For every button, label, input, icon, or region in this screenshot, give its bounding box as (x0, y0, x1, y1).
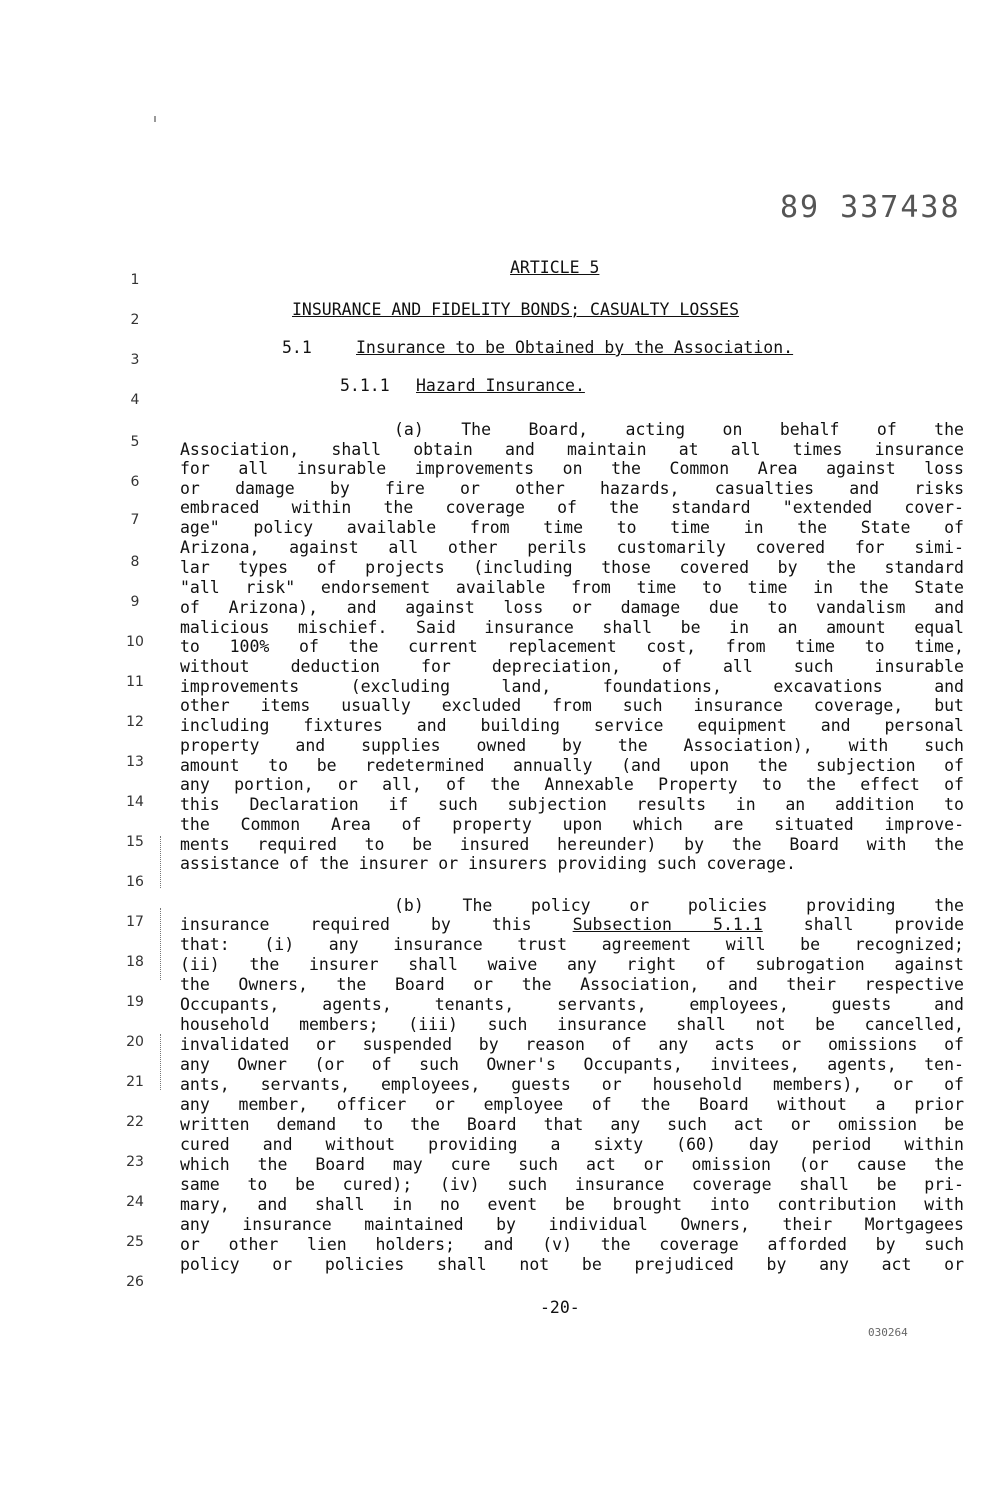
line-number: 24 (126, 1194, 144, 1210)
paragraph-a-line: this Declaration if such subjection results in an addition to (180, 795, 964, 814)
footer-code: 030264 (868, 1326, 908, 1339)
paragraph-a-line: any portion, or all, of the Annexable Property to the effect of (180, 775, 964, 794)
subsubsection-title: Hazard Insurance. (416, 376, 585, 395)
paragraph-b-line: which the Board may cure such act or omission (or cause the (180, 1155, 964, 1174)
subsubsection-number: 5.1.1 (340, 376, 390, 395)
line-number: 1 (130, 272, 140, 288)
paragraph-b-line: ants, servants, employees, guests or household members), or of (180, 1075, 964, 1094)
line-number: 26 (126, 1274, 144, 1290)
section-title: INSURANCE AND FIDELITY BONDS; CASUALTY LOSSES (292, 300, 740, 319)
line-number: 21 (126, 1074, 144, 1090)
margin-rule (160, 836, 161, 888)
paragraph-a-line: Arizona, against all other perils customarily covered for simi- (180, 538, 964, 557)
line-number: 19 (126, 994, 144, 1010)
paragraph-b-line: any Owner (or of such Owner's Occupants, invitees, agents, ten- (180, 1055, 964, 1074)
paragraph-a-line: without deduction for depreciation, of all such insurable (180, 657, 964, 676)
paragraph-a-line: embraced within the coverage of the standard "extended cover- (180, 498, 964, 517)
paragraph-b-line: (b) The policy or policies providing the (394, 896, 964, 915)
paragraph-a-line: other items usually excluded from such insurance coverage, but (180, 696, 964, 715)
subsection-reference: Subsection 5.1.1 (572, 915, 763, 934)
paragraph-a-line: ments required to be insured hereunder) by the Board with the (180, 835, 964, 854)
line-number: 22 (126, 1114, 144, 1130)
line-number: 18 (126, 954, 144, 970)
paragraph-b-line: household members; (iii) such insurance shall not be cancelled, (180, 1015, 964, 1034)
line-number: 25 (126, 1234, 144, 1250)
paragraph-b-line: written demand to the Board that any such act or omission be (180, 1115, 964, 1134)
line-number: 10 (126, 634, 144, 650)
paragraph-a-line: assistance of the insurer or insurers providing such coverage. (180, 854, 796, 873)
paragraph-b-text: shall provide (762, 915, 965, 934)
line-number: 14 (126, 794, 144, 810)
paragraph-b-line: Occupants, agents, tenants, servants, employees, guests and (180, 995, 964, 1014)
paragraph-a-line: including fixtures and building service equipment and personal (180, 716, 964, 735)
paragraph-b-line: cured and without providing a sixty (60) day period within (180, 1135, 964, 1154)
paragraph-a-line: "all risk" endorsement available from time to time in the State (180, 578, 964, 597)
paragraph-b-text: insurance required by this (180, 915, 573, 934)
paragraph-a-line: property and supplies owned by the Association), with such (180, 736, 964, 755)
subsection-number: 5.1 (282, 338, 312, 357)
paragraph-b-line: policy or policies shall not be prejudiced by any act or (180, 1255, 964, 1274)
line-number: 3 (130, 352, 140, 368)
line-number: 20 (126, 1034, 144, 1050)
document-number: 89 337438 (780, 190, 961, 225)
paragraph-b-line: or other lien holders; and (v) the coverage afforded by such (180, 1235, 964, 1254)
line-number: 4 (130, 392, 140, 408)
line-number: 9 (130, 594, 140, 610)
margin-rule (160, 908, 161, 980)
paragraph-a-line: age" policy available from time to time in the State of (180, 518, 964, 537)
scan-speck (154, 116, 156, 122)
paragraph-a-line: of Arizona), and against loss or damage due to vandalism and (180, 598, 964, 617)
line-number: 15 (126, 834, 144, 850)
subsection-title: Insurance to be Obtained by the Association. (356, 338, 794, 357)
page-number: -20- (540, 1298, 580, 1317)
line-number: 23 (126, 1154, 144, 1170)
paragraph-b-line: the Owners, the Board or the Association, and their respective (180, 975, 964, 994)
paragraph-a-line: Association, shall obtain and maintain at all times insurance (180, 440, 964, 459)
paragraph-b-line: that: (i) any insurance trust agreement will be recognized; (180, 935, 964, 954)
line-number: 17 (126, 914, 144, 930)
paragraph-a-line: (a) The Board, acting on behalf of the (394, 420, 964, 439)
paragraph-a-line: or damage by fire or other hazards, casualties and risks (180, 479, 964, 498)
paragraph-a-line: the Common Area of property upon which are situated improve- (180, 815, 964, 834)
paragraph-a-line: for all insurable improvements on the Common Area against loss (180, 459, 964, 478)
line-number: 2 (130, 312, 140, 328)
paragraph-a-line: amount to be redetermined annually (and upon the subjection of (180, 756, 964, 775)
paragraph-b-line: any insurance maintained by individual Owners, their Mortgagees (180, 1215, 964, 1234)
paragraph-a-line: lar types of projects (including those covered by the standard (180, 558, 964, 577)
line-number: 7 (130, 512, 140, 528)
line-number: 16 (126, 874, 144, 890)
line-number: 12 (126, 714, 144, 730)
margin-rule (160, 1034, 161, 1090)
paragraph-b-line: any member, officer or employee of the Board without a prior (180, 1095, 964, 1114)
paragraph-a-line: malicious mischief. Said insurance shall be in an amount equal (180, 618, 964, 637)
line-number: 8 (130, 554, 140, 570)
paragraph-b-line: (ii) the insurer shall waive any right of subrogation against (180, 955, 964, 974)
article-title: ARTICLE 5 (510, 258, 600, 277)
line-number: 5 (130, 434, 140, 450)
paragraph-b-line: same to be cured); (iv) such insurance coverage shall be pri- (180, 1175, 964, 1194)
line-number: 11 (126, 674, 144, 690)
paragraph-b-line (180, 915, 964, 935)
line-number: 13 (126, 754, 144, 770)
paragraph-a-line: to 100% of the current replacement cost, from time to time, (180, 637, 964, 656)
line-number: 6 (130, 474, 140, 490)
paragraph-b-line: mary, and shall in no event be brought into contribution with (180, 1195, 964, 1214)
paragraph-b-line: invalidated or suspended by reason of any acts or omissions of (180, 1035, 964, 1054)
paragraph-a-line: improvements (excluding land, foundations, excavations and (180, 677, 964, 696)
